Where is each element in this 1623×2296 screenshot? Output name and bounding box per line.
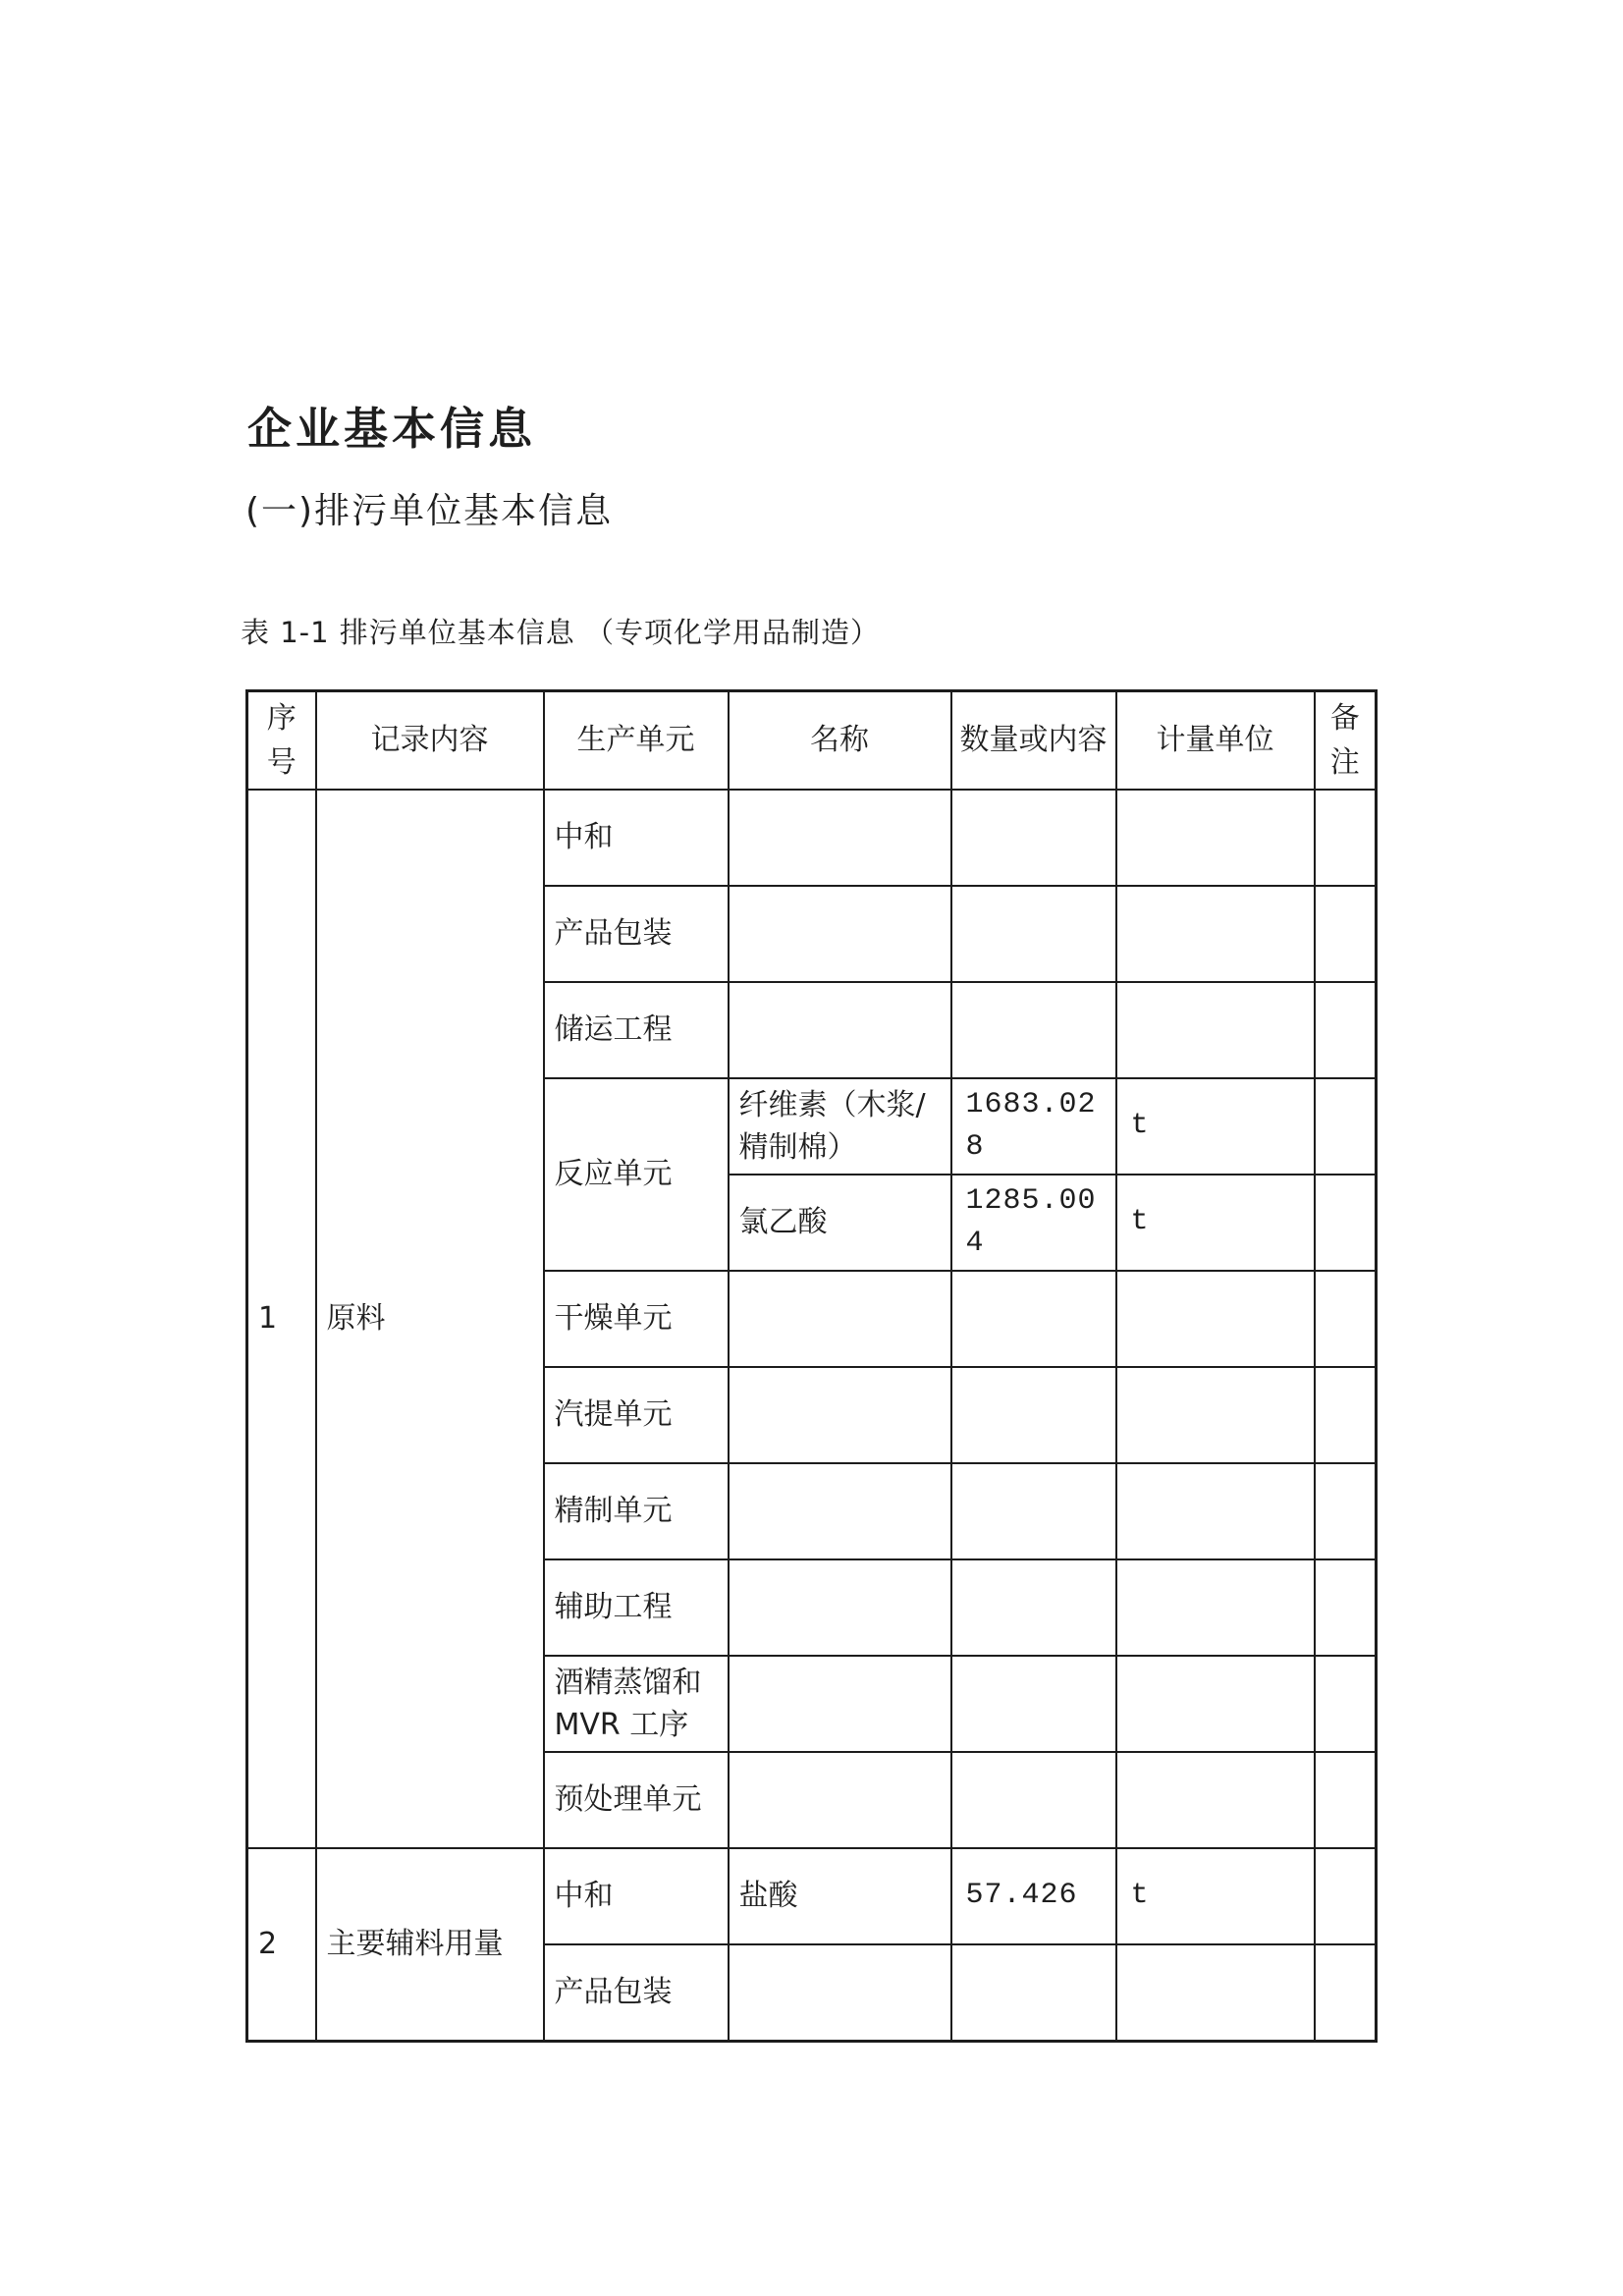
table-header-row (247, 691, 1377, 791)
production-unit-cell: 中和 (544, 1848, 729, 1944)
table-row (247, 790, 1377, 886)
col-header-name: 名称 (729, 691, 951, 791)
measure-unit-cell (1116, 1559, 1315, 1656)
measure-unit-cell: t (1116, 1078, 1315, 1175)
measure-unit-cell: t (1116, 1175, 1315, 1271)
production-unit-cell: 精制单元 (544, 1463, 729, 1559)
basic-info-table (245, 689, 1378, 2043)
remark-cell (1315, 1078, 1377, 1175)
quantity-cell (951, 982, 1116, 1078)
col-header-production-unit: 生产单元 (544, 691, 729, 791)
remark-cell (1315, 1752, 1377, 1848)
measure-unit-cell (1116, 1463, 1315, 1559)
material-name-cell (729, 886, 951, 982)
material-name-cell: 纤维素（木浆/精制棉） (729, 1078, 951, 1175)
material-name-cell (729, 982, 951, 1078)
measure-unit-cell (1116, 1367, 1315, 1463)
material-name-cell (729, 790, 951, 886)
serial-number-cell: 2 (247, 1848, 316, 2041)
material-name-cell (729, 1944, 951, 2041)
production-unit-cell: 酒精蒸馏和MVR 工序 (544, 1656, 729, 1752)
section-heading: (一)排污单位基本信息 (245, 491, 614, 531)
production-unit-cell: 干燥单元 (544, 1271, 729, 1367)
quantity-cell (951, 790, 1116, 886)
measure-unit-cell (1116, 982, 1315, 1078)
quantity-cell (951, 886, 1116, 982)
quantity-cell (951, 1752, 1116, 1848)
production-unit-cell: 中和 (544, 790, 729, 886)
production-unit-cell: 产品包装 (544, 886, 729, 982)
production-unit-cell: 预处理单元 (544, 1752, 729, 1848)
remark-cell (1315, 1559, 1377, 1656)
col-header-remark (1315, 691, 1377, 791)
table-caption: 表 1-1 排污单位基本信息 （专项化学用品制造） (241, 616, 881, 649)
measure-unit-cell: t (1116, 1848, 1315, 1944)
col-header-remark-label: 备注 (1329, 701, 1360, 780)
measure-unit-cell (1116, 1271, 1315, 1367)
remark-cell (1315, 1848, 1377, 1944)
col-header-measure-unit: 计量单位 (1116, 691, 1315, 791)
col-header-quantity: 数量或内容 (951, 691, 1116, 791)
remark-cell (1315, 982, 1377, 1078)
page-title: 企业基本信息 (247, 403, 537, 455)
material-name-cell: 盐酸 (729, 1848, 951, 1944)
production-unit-cell: 汽提单元 (544, 1367, 729, 1463)
remark-cell (1315, 1367, 1377, 1463)
remark-cell (1315, 1175, 1377, 1271)
quantity-cell (951, 1271, 1116, 1367)
material-name-cell: 氯乙酸 (729, 1175, 951, 1271)
remark-cell (1315, 1463, 1377, 1559)
col-header-record-content: 记录内容 (316, 691, 544, 791)
measure-unit-cell (1116, 1656, 1315, 1752)
material-name-cell (729, 1271, 951, 1367)
measure-unit-cell (1116, 1752, 1315, 1848)
remark-cell (1315, 1271, 1377, 1367)
remark-cell (1315, 1944, 1377, 2041)
quantity-cell (951, 1463, 1116, 1559)
material-name-cell (729, 1752, 951, 1848)
material-name-cell (729, 1463, 951, 1559)
remark-cell (1315, 790, 1377, 886)
measure-unit-cell (1116, 1944, 1315, 2041)
material-name-cell (729, 1656, 951, 1752)
quantity-cell (951, 1367, 1116, 1463)
quantity-cell (951, 1656, 1116, 1752)
remark-cell (1315, 886, 1377, 982)
record-content-cell: 原料 (316, 790, 544, 1848)
col-header-serial-number-label: 序号 (266, 701, 297, 780)
remark-cell (1315, 1656, 1377, 1752)
quantity-cell: 57.426 (951, 1848, 1116, 1944)
measure-unit-cell (1116, 790, 1315, 886)
quantity-cell: 1285.004 (951, 1175, 1116, 1271)
material-name-cell (729, 1367, 951, 1463)
table-row (247, 1848, 1377, 1944)
quantity-cell (951, 1944, 1116, 2041)
col-header-serial-number (247, 691, 316, 791)
record-content-cell: 主要辅料用量 (316, 1848, 544, 2041)
production-unit-cell: 产品包装 (544, 1944, 729, 2041)
measure-unit-cell (1116, 886, 1315, 982)
quantity-cell (951, 1559, 1116, 1656)
production-unit-cell: 储运工程 (544, 982, 729, 1078)
serial-number-cell: 1 (247, 790, 316, 1848)
production-unit-cell: 辅助工程 (544, 1559, 729, 1656)
material-name-cell (729, 1559, 951, 1656)
quantity-cell: 1683.028 (951, 1078, 1116, 1175)
production-unit-cell: 反应单元 (544, 1078, 729, 1271)
